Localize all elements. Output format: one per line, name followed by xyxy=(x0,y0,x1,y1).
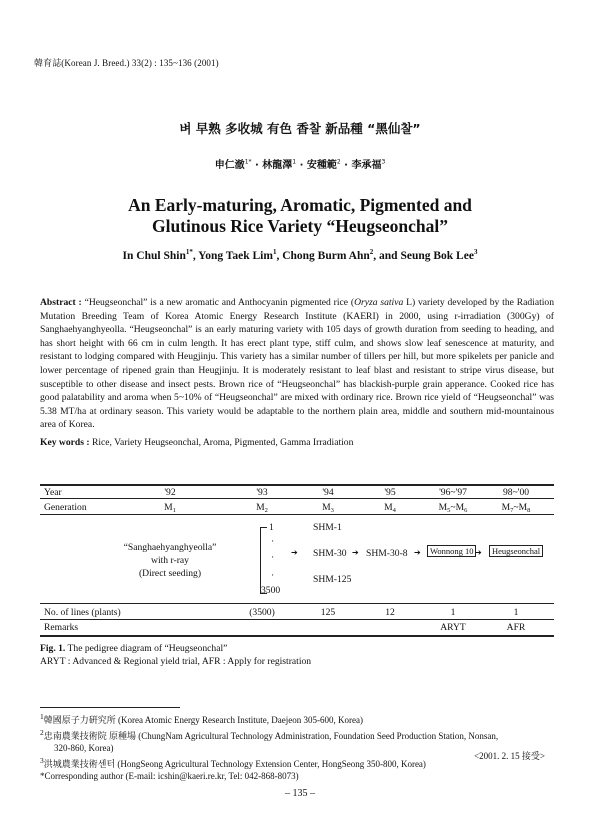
lines-cell: 12 xyxy=(385,607,395,618)
footnote: *Corresponding author (E-mail: icshin@kaeri.re.kr, Tel: 042-868-8073) xyxy=(40,771,299,781)
abstract-text: L) variety developed by the Radiation Mutation Breeding Team of Korea Atomic Energy Research Institute (KAERI) in 2000, using r-irradiation (300Gy) of Sanghaehyanghyeolla. “Heugseonchal” is an early maturing variety with 105 days of growth duration from seeding to heading, and has short height with 66 cm in culm length. It has erect plant type, stiff culm, and shows slow leaf senescence at maturity, and resistant to lodging compared with Heugjinju. This variety has a similar number of tillers per hill, but more spikelets per panicle and lower percentage of ripened grain than Heugjinju. It is moderately resistant to leaf blast and resistant to stripe virus disease, but susceptible to other disease and insect pests. Brown rice of “Heugseonchal” has blackish-purple grain apperance. Cooked rice has good palatability and aroma when 5~10% of “Heugseonchal” are mixed with ordinary rice. Brown rice yield of “Heugseonchal” was 5.38 MT/ha at ordinary season. This variety would be adaptable to the northern plain area, middle and southern mid-mountainous area of Korea. xyxy=(40,297,555,431)
table-rule xyxy=(40,514,554,515)
author-kr: 安種範 xyxy=(306,160,337,171)
author-sep: · xyxy=(296,160,307,171)
year-cell: '94 xyxy=(322,487,334,498)
footnote: $^2$忠南農業技術院 原種場 (ChungNam Agricultural Technology Administration, Foundation Seed Production Station, Nonsan, xyxy=(40,727,499,741)
ellipsis-dot: · xyxy=(271,570,275,581)
author-en-affil: 1 xyxy=(272,248,277,256)
generation-cell: $M_4$ xyxy=(384,502,396,514)
seeding-method: (Direct seeding) xyxy=(138,568,202,579)
author-en-affil: 1* xyxy=(185,248,193,256)
generation-label: Generation xyxy=(44,502,87,513)
figure-caption xyxy=(40,643,227,654)
remarks-label: Remarks xyxy=(44,622,79,633)
year-label: Year xyxy=(44,487,62,498)
table-rule xyxy=(40,619,554,620)
ellipsis-dot: · xyxy=(271,552,275,563)
parent-variety: “Sanghaehyanghyeolla” xyxy=(123,542,217,553)
line-shm-1: SHM-1 xyxy=(313,522,342,533)
keywords xyxy=(40,437,560,448)
author-en: Yong Taek Lim xyxy=(198,249,273,262)
abstract-text: “Heugseonchal” is a new aromatic and Anthocyanin pigmented rice ( xyxy=(81,297,355,308)
author-kr-affil: 3 xyxy=(381,158,386,166)
lines-label: No. of lines (plants) xyxy=(44,607,121,618)
table-bottom-rule xyxy=(40,635,554,637)
author-sep: , xyxy=(276,249,283,262)
year-cell: '95 xyxy=(384,487,396,498)
abstract xyxy=(40,296,554,432)
arrow-icon: ➔ xyxy=(414,548,421,557)
figure-label: Fig. 1. xyxy=(40,643,66,654)
author-kr: 申仁澈 xyxy=(214,160,245,171)
author-kr-affil: 1* xyxy=(244,158,252,166)
line-last: 3500 xyxy=(261,585,281,596)
heugseonchal-box: Heugseonchal xyxy=(489,546,543,556)
line-first: 1 xyxy=(269,522,274,533)
lines-cell: (3500) xyxy=(249,607,275,618)
remarks-cell: ARYT xyxy=(440,622,466,633)
abstract-label: Abstract : xyxy=(40,297,82,308)
footnote-rule xyxy=(40,707,180,708)
korean-authors xyxy=(0,156,600,171)
footnote: 320-860, Korea) xyxy=(54,743,114,753)
table-rule xyxy=(40,603,554,604)
arrow-icon: ➔ xyxy=(352,548,359,557)
ellipsis-dot: · xyxy=(271,536,275,547)
year-cell: 98~'00 xyxy=(502,487,530,498)
keywords-label: Key words : xyxy=(40,437,90,448)
figure-caption-text: The pedigree diagram of “Heugseonchal” xyxy=(65,643,228,654)
generation-cell: $M_3$ xyxy=(322,502,334,514)
english-title-line: Glutinous Rice Variety “Heugseonchal” xyxy=(151,216,449,236)
lines-bracket xyxy=(260,527,267,594)
lines-cell: 1 xyxy=(450,607,456,618)
line-shm-30-8: SHM-30-8 xyxy=(366,548,408,559)
figure-note: ARYT : Advanced & Regional yield trial, AFR : Apply for registration xyxy=(40,656,312,667)
species-name: Oryza sativa xyxy=(354,297,404,308)
remarks-cell: AFR xyxy=(506,622,526,633)
english-authors xyxy=(0,248,600,262)
author-en-affil: 3 xyxy=(473,248,478,256)
author-sep: · xyxy=(340,160,352,171)
table-rule xyxy=(40,498,554,499)
line-shm-125: SHM-125 xyxy=(313,574,352,585)
lines-cell: 125 xyxy=(320,607,336,618)
english-title-line: An Early-maturing, Aromatic, Pigmented and xyxy=(128,195,472,215)
author-sep: , and xyxy=(373,249,401,262)
author-en-affil: 2 xyxy=(369,248,374,256)
line-shm-30: SHM-30 xyxy=(313,548,347,559)
author-en: Seung Bok Lee xyxy=(400,249,474,262)
arrow-icon: ➔ xyxy=(475,548,482,557)
korean-title: 벼 早熟 多收城 有色 香찰 新品種 “黑仙찰” xyxy=(179,121,421,136)
author-en: Chong Burm Ahn xyxy=(282,249,370,262)
journal-citation: 韓育誌(Korean J. Breed.) 33(2) : 135~136 (2001) xyxy=(34,58,219,68)
treatment: with r-ray xyxy=(151,555,189,566)
footnote: $^3$洪城農業技術센터 (HongSeong Agricultural Technology Extension Center, HongSeong 350-800, Korea) xyxy=(40,755,426,769)
author-kr: 李承福 xyxy=(351,160,382,171)
lines-cell: 1 xyxy=(513,607,519,618)
table-top-rule xyxy=(40,484,554,486)
keywords-text: Rice, Variety Heugseonchal, Aroma, Pigmented, Gamma Irradiation xyxy=(89,437,354,448)
author-kr-affil: 2 xyxy=(336,158,341,166)
author-en: In Chul Shin xyxy=(122,249,186,262)
generation-cell: $M_2$ xyxy=(256,502,268,514)
author-sep: · xyxy=(251,160,263,171)
year-cell: '93 xyxy=(256,487,268,498)
page-number: – 135 – xyxy=(285,788,315,799)
year-cell: '92 xyxy=(164,487,176,498)
english-title xyxy=(0,195,600,237)
footnote: $^1$韓國原子力硏究所 (Korea Atomic Energy Research Institute, Daejeon 305-600, Korea) xyxy=(40,712,363,725)
generation-cell: $M_1$ xyxy=(164,502,176,514)
wonnong-box: Wonnong 10 xyxy=(427,546,476,556)
footnotes xyxy=(40,711,560,783)
author-kr-affil: 1 xyxy=(292,158,297,166)
year-cell: '96~'97 xyxy=(439,487,467,498)
author-sep: , xyxy=(192,249,199,262)
arrow-icon: ➔ xyxy=(291,548,298,557)
author-kr: 林龍澤 xyxy=(262,160,293,171)
generation-cell: $M_7\sim M_8$ xyxy=(501,502,531,514)
received-date: <2001. 2. 15 接受> xyxy=(474,751,545,761)
generation-cell: $M_5\sim M_6$ xyxy=(438,502,468,514)
